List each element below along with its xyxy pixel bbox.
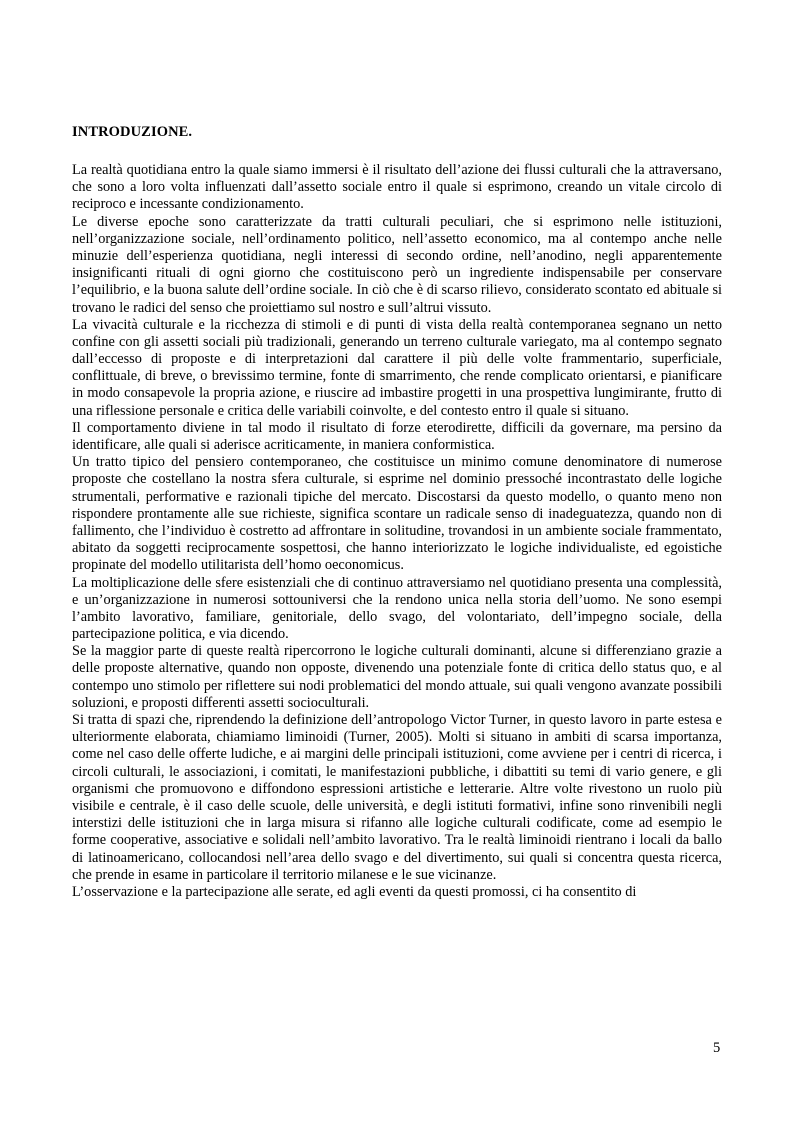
paragraph: Si tratta di spazi che, riprendendo la definizione dell’antropologo Victor Turner, in questo lavoro in parte estesa e ulteriormente elaborata, chiamiamo liminoidi (Turner, 2005). Molti si situano in ambiti di scarsa importanza, come nel caso delle offerte ludiche, e ai margini delle principali istituzioni, come avviene per i centri di ricerca, i circoli culturali, le associazioni, i comitati, le manifestazioni pubbliche, i dibattiti su temi di vario genere, e gli organismi che promuovono e diffondono espressioni artistiche e letterarie. Altre volte rivestono un ruolo più visibile e centrale, è il caso delle scuole, delle università, e degli istituti formativi, infine sono rinvenibili negli interstizi delle istituzioni che in larga misura si rifanno alle logiche culturali codificate, come ad esempio le forme cooperative, associative e solidali nell’ambito lavorativo. Tra le realtà liminoidi rientrano i locali da ballo di latinoamericano, collocandosi nell’area dello svago e del divertimento, sui quali si concentra questa ricerca, che prende in esame in particolare il territorio milanese e le sue vicinanze. <box>72 712 722 883</box>
page-number: 5 <box>713 1040 721 1056</box>
paragraph: Le diverse epoche sono caratterizzate da tratti culturali peculiari, che si esprimono nelle istituzioni, nell’organizzazione sociale, nell’ordinamento politico, nell’assetto economico, ma al contempo anche nelle minuzie dell’esperienza quotidiana, negli interessi di secondo ordine, nell’anodino, negli apparentemente insignificanti rituali di ogni giorno che costituiscono però un ingrediente indispensabile per conservare l’equilibrio, e la buona salute dell’ordine sociale. In ciò che è di scarso rilievo, considerato scontato ed abituale si trovano le radici del senso che proiettiamo sul nostro e sull’altrui vissuto. <box>72 213 722 316</box>
paragraph: La moltiplicazione delle sfere esistenziali che di continuo attraversiamo nel quotidiano presenta una complessità, e un’organizzazione in numerosi sottouniversi che la rendono unica nella storia dell’uomo. Ne sono esempi l’ambito lavorativo, familiare, genitoriale, dello svago, del volontariato, dell’impegno sociale, della partecipazione politica, e via dicendo. <box>72 574 722 643</box>
paragraph: La realtà quotidiana entro la quale siamo immersi è il risultato dell’azione dei flussi culturali che la attraversano, che sono a loro volta influenzati dall’assetto sociale entro il quale si esprimono, creando un vitale circolo di reciproco e incessante condizionamento. <box>72 162 722 213</box>
paragraph: Se la maggior parte di queste realtà ripercorrono le logiche culturali dominanti, alcune si differenziano grazie a delle proposte alternative, quando non opposte, divenendo una potenziale fonte di critica dello status quo, e al contempo uno stimolo per riflettere sui nodi problematici del mondo attuale, sui quali vengono avanzate possibili soluzioni, e proposti differenti assetti socioculturali. <box>72 643 722 711</box>
paragraph: Il comportamento diviene in tal modo il risultato di forze eterodirette, difficili da governare, ma persino da identificare, alle quali si aderisce acriticamente, in maniera conformistica. <box>72 419 722 453</box>
paragraph: Un tratto tipico del pensiero contemporaneo, che costituisce un minimo comune denominatore di numerose proposte che costellano la nostra sfera culturale, si esprime nel dominio pressoché incontrastato delle logiche strumentali, performative e razionali tipiche del mercato. Discostarsi da questo modello, o quanto meno non rispondere prontamente alle sue richieste, significa scontare un radicale senso di inadeguatezza, quando non di fallimento, che l’individuo è costretto ad affrontare in solitudine, trovandosi in un ambiente sociale frammentato, abitato da soggetti reciprocamente sospettosi, che hanno interiorizzato le logiche individualiste, ed egoistiche propinate del modello utilitarista dell’homo oeconomicus. <box>72 454 722 574</box>
paragraph: L’osservazione e la partecipazione alle serate, ed agli eventi da questi promossi, ci ha consentito di <box>72 883 637 900</box>
section-heading: INTRODUZIONE. <box>72 124 193 140</box>
body-text <box>72 162 722 901</box>
paragraph: La vivacità culturale e la ricchezza di stimoli e di punti di vista della realtà contemporanea segnano un netto confine con gli assetti sociali più tradizionali, generando un terreno culturale variegato, ma al contempo segnato dall’eccesso di proposte e di interpretazioni dal carattere il più delle volte frammentario, superficiale, conflittuale, di breve, o brevissimo termine, fonte di smarrimento, che rende complicato orientarsi, e pianificare in modo consapevole la propria azione, e riuscire ad imbastire progetti in una prospettiva lungimirante, frutto di una riflessione personale e critica delle variabili coinvolte, e del contesto entro il quale si situano. <box>72 316 722 419</box>
